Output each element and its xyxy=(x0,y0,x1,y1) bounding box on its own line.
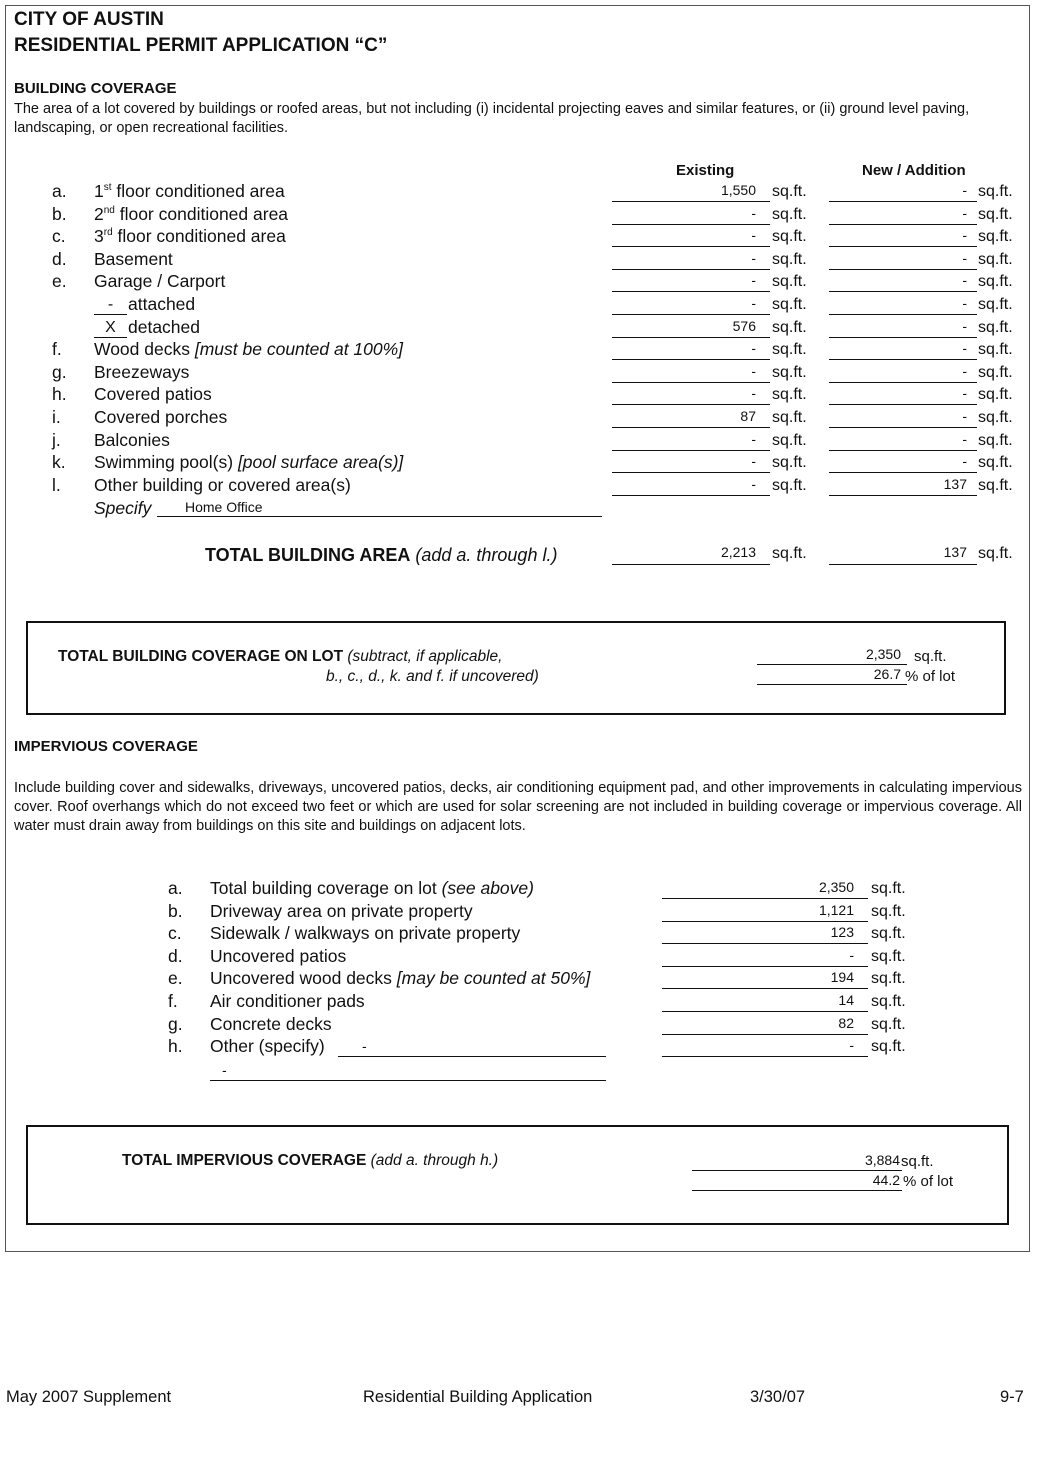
total-building-area-note: (add a. through l.) xyxy=(415,545,558,565)
existing-unit: sq.ft. xyxy=(772,409,807,426)
row-letter: g. xyxy=(52,361,67,382)
footer-date: 3/30/07 xyxy=(750,1388,806,1406)
new-line xyxy=(829,382,977,383)
imp-value[interactable]: 123 xyxy=(830,924,854,941)
new-line xyxy=(829,472,977,473)
coverage-pct-value[interactable]: 26.7 xyxy=(873,666,901,682)
existing-unit: sq.ft. xyxy=(772,476,807,494)
row-letter: f. xyxy=(52,339,62,360)
imp-value-line xyxy=(662,1034,868,1035)
imp-row-label xyxy=(210,1036,325,1057)
row-label xyxy=(94,339,403,360)
new-unit: sq.ft. xyxy=(978,296,1013,313)
row-letter: d. xyxy=(52,248,67,269)
row-label-text: 1st floor conditioned area xyxy=(94,181,285,201)
row-label xyxy=(94,226,286,247)
new-value[interactable]: - xyxy=(962,295,967,311)
imp-value-line xyxy=(662,921,868,922)
imp-value-line xyxy=(662,988,868,989)
existing-unit: sq.ft. xyxy=(772,454,807,472)
existing-line xyxy=(612,404,770,405)
row-label-note: [pool surface area(s)] xyxy=(237,452,404,473)
specify-line xyxy=(157,516,602,517)
imp-row-letter: b. xyxy=(168,900,183,921)
existing-line xyxy=(612,314,770,315)
coverage-sqft-line xyxy=(757,664,907,665)
row-label xyxy=(94,452,403,473)
coverage-box-note2: b., c., d., k. and f. if uncovered) xyxy=(326,668,539,685)
imp-row-label xyxy=(210,901,473,922)
imp-unit: sq.ft. xyxy=(871,993,906,1010)
existing-value[interactable]: 576 xyxy=(732,317,756,334)
existing-line xyxy=(612,450,770,451)
existing-unit: sq.ft. xyxy=(772,183,807,200)
imp-unit: sq.ft. xyxy=(871,947,906,965)
total-existing-unit: sq.ft. xyxy=(772,545,807,562)
impervious-coverage-heading: IMPERVIOUS COVERAGE xyxy=(14,738,198,755)
row-label-text: 2nd floor conditioned area xyxy=(94,203,289,224)
imp-unit: sq.ft. xyxy=(871,1015,906,1033)
new-line xyxy=(829,224,977,225)
row-label-text: Balconies xyxy=(94,429,170,450)
imp-row-label-text: Uncovered wood decks xyxy=(210,968,392,989)
specify-label: Specify xyxy=(94,498,152,518)
new-line xyxy=(829,427,977,428)
existing-value[interactable]: 87 xyxy=(740,408,756,424)
new-unit: sq.ft. xyxy=(978,183,1013,200)
imp-row-label xyxy=(210,946,346,967)
row-letter: e. xyxy=(52,271,67,292)
imp-row-label-note: [may be counted at 50%] xyxy=(396,968,591,989)
footer-title: Residential Building Application xyxy=(363,1388,593,1406)
existing-unit: sq.ft. xyxy=(772,363,807,381)
new-line xyxy=(829,291,977,292)
existing-value[interactable]: - xyxy=(751,453,756,470)
new-value[interactable]: - xyxy=(962,340,967,357)
existing-line xyxy=(612,224,770,225)
total-existing-value[interactable]: 2,213 xyxy=(720,544,756,560)
row-mark-line xyxy=(94,314,127,315)
imp-value-line xyxy=(662,1056,868,1057)
existing-unit: sq.ft. xyxy=(772,431,807,449)
imp-row-label-text: Total building coverage on lot xyxy=(210,878,437,898)
imp-value-line xyxy=(662,966,868,967)
form-title: RESIDENTIAL PERMIT APPLICATION “C” xyxy=(14,35,388,56)
existing-line xyxy=(612,472,770,473)
row-label-text: Covered porches xyxy=(94,407,228,427)
new-line xyxy=(829,495,977,496)
row-mark[interactable]: - xyxy=(107,296,114,313)
row-label-note: [must be counted at 100%] xyxy=(194,339,404,360)
existing-line xyxy=(612,495,770,496)
imp-row-label xyxy=(210,968,590,989)
new-value[interactable]: - xyxy=(962,227,967,244)
impervious-pct-value[interactable]: 44.2 xyxy=(872,1172,900,1188)
row-letter: k. xyxy=(52,452,66,473)
new-unit: sq.ft. xyxy=(978,476,1013,494)
impervious-sqft-unit: sq.ft. xyxy=(901,1153,934,1170)
new-value[interactable]: - xyxy=(962,317,967,334)
row-label xyxy=(128,294,195,315)
row-label-text: Basement xyxy=(94,248,173,269)
imp-value-line xyxy=(662,943,868,944)
imp-row-label xyxy=(210,1014,332,1035)
existing-unit: sq.ft. xyxy=(772,205,807,223)
row-letter: c. xyxy=(52,226,66,247)
row-letter: h. xyxy=(52,384,67,405)
existing-line xyxy=(612,246,770,247)
existing-column-header: Existing xyxy=(676,162,735,179)
row-letter: b. xyxy=(52,203,67,224)
row-label xyxy=(94,430,170,451)
existing-line xyxy=(612,382,770,383)
row-label xyxy=(94,249,173,270)
imp-row-letter: h. xyxy=(168,1036,183,1057)
existing-unit: sq.ft. xyxy=(772,296,807,313)
total-existing-line xyxy=(612,564,770,565)
existing-value[interactable]: - xyxy=(751,249,756,266)
existing-value[interactable]: - xyxy=(751,272,756,289)
imp-row-label xyxy=(210,923,520,944)
row-label-text: detached xyxy=(128,316,201,337)
row-label-text: 3rd floor conditioned area xyxy=(94,226,286,247)
imp-unit: sq.ft. xyxy=(871,970,906,988)
impervious-pct-unit: % of lot xyxy=(903,1173,954,1190)
existing-value[interactable]: - xyxy=(751,204,756,221)
row-mark[interactable]: X xyxy=(105,318,116,336)
total-building-area-label xyxy=(205,545,557,566)
row-letter: i. xyxy=(52,407,61,427)
new-column-header: New / Addition xyxy=(862,162,966,179)
imp-row-letter: c. xyxy=(168,923,182,944)
imp-unit: sq.ft. xyxy=(871,902,906,920)
new-value[interactable]: - xyxy=(962,430,967,447)
row-letter: a. xyxy=(52,181,67,201)
row-label-text: Garage / Carport xyxy=(94,271,226,292)
row-label xyxy=(94,204,288,225)
imp-row-label-text: Other (specify) xyxy=(210,1036,325,1057)
new-value[interactable]: - xyxy=(962,453,967,470)
coverage-sqft-unit: sq.ft. xyxy=(914,648,947,665)
new-line xyxy=(829,337,977,338)
imp-row-label-text: Uncovered patios xyxy=(210,945,347,966)
new-unit: sq.ft. xyxy=(978,409,1013,426)
coverage-pct-line xyxy=(757,684,907,685)
total-building-area-title: TOTAL BUILDING AREA xyxy=(205,545,411,565)
row-label-text: Swimming pool(s) xyxy=(94,452,234,473)
existing-unit: sq.ft. xyxy=(772,273,807,291)
new-value[interactable]: 137 xyxy=(943,475,967,492)
coverage-pct-unit: % of lot xyxy=(905,668,956,685)
new-value[interactable]: - xyxy=(962,385,967,402)
total-new-value[interactable]: 137 xyxy=(943,544,967,560)
imp-unit: sq.ft. xyxy=(871,925,906,943)
imp-row-label xyxy=(210,878,534,899)
row-letter: l. xyxy=(52,474,61,495)
new-value[interactable]: - xyxy=(962,362,967,379)
building-coverage-heading: BUILDING COVERAGE xyxy=(14,80,177,97)
row-label-text: Other building or covered area(s) xyxy=(94,474,351,495)
new-line xyxy=(829,404,977,405)
imp-row-letter: g. xyxy=(168,1013,183,1034)
imp-row-letter: f. xyxy=(168,991,178,1011)
imp-value-line xyxy=(662,1011,868,1012)
new-line xyxy=(829,246,977,247)
row-mark-line xyxy=(94,337,127,338)
imp-row-letter: a. xyxy=(168,878,183,898)
row-label-text: Wood decks xyxy=(94,339,190,360)
existing-value[interactable]: - xyxy=(751,227,756,244)
new-value[interactable]: - xyxy=(962,408,967,424)
existing-unit: sq.ft. xyxy=(772,386,807,404)
row-label xyxy=(128,317,200,338)
existing-value[interactable]: 1,550 xyxy=(720,182,756,198)
imp-value[interactable]: 1,121 xyxy=(818,901,854,918)
new-unit: sq.ft. xyxy=(978,341,1013,359)
total-new-unit: sq.ft. xyxy=(978,545,1013,562)
existing-unit: sq.ft. xyxy=(772,228,807,246)
existing-line xyxy=(612,337,770,338)
new-unit: sq.ft. xyxy=(978,228,1013,246)
imp-row-label-text: Air conditioner pads xyxy=(210,991,365,1011)
new-unit: sq.ft. xyxy=(978,431,1013,449)
new-line xyxy=(829,269,977,270)
new-value[interactable]: - xyxy=(962,249,967,266)
imp-row-letter: e. xyxy=(168,968,183,989)
existing-value[interactable]: - xyxy=(751,362,756,379)
new-unit: sq.ft. xyxy=(978,363,1013,381)
imp-unit: sq.ft. xyxy=(871,1038,906,1056)
imp-row-label xyxy=(210,991,365,1012)
existing-line xyxy=(612,269,770,270)
new-value[interactable]: - xyxy=(962,272,967,289)
imp-row-label-text: Concrete decks xyxy=(210,1013,332,1034)
impervious-sqft-value[interactable]: 3,884 xyxy=(864,1152,900,1168)
impervious-box-note: (add a. through h.) xyxy=(370,1152,499,1169)
existing-unit: sq.ft. xyxy=(772,318,807,336)
imp-row-letter: d. xyxy=(168,945,183,966)
existing-line xyxy=(612,359,770,360)
existing-value[interactable]: - xyxy=(751,475,756,492)
existing-line xyxy=(612,291,770,292)
existing-value[interactable]: - xyxy=(751,295,756,311)
new-value[interactable]: - xyxy=(962,204,967,221)
imp-value[interactable]: - xyxy=(849,946,854,963)
existing-unit: sq.ft. xyxy=(772,341,807,359)
imp-value[interactable]: 14 xyxy=(838,992,854,1008)
row-label xyxy=(94,384,212,405)
building-coverage-description: The area of a lot covered by buildings or roofed areas, but not including (i) incidental projecting eaves and similar features, or (ii) ground level paving, landscaping, or open recreational facilities. xyxy=(14,101,970,136)
imp-value-line xyxy=(662,898,868,899)
coverage-box-title: TOTAL BUILDING COVERAGE ON LOT xyxy=(58,648,344,665)
existing-line xyxy=(612,201,770,202)
existing-line xyxy=(612,427,770,428)
other-specify-value[interactable]: - xyxy=(362,1038,367,1055)
new-unit: sq.ft. xyxy=(978,454,1013,472)
new-unit: sq.ft. xyxy=(978,386,1013,404)
total-new-line xyxy=(829,564,977,565)
new-line xyxy=(829,201,977,202)
new-value[interactable]: - xyxy=(962,182,967,198)
row-letter: j. xyxy=(52,429,61,450)
impervious-pct-line xyxy=(692,1190,902,1191)
coverage-box-note1: (subtract, if applicable, xyxy=(347,648,503,665)
new-line xyxy=(829,359,977,360)
other-specify-line xyxy=(338,1056,606,1057)
row-label xyxy=(94,362,189,383)
row-label xyxy=(94,475,351,496)
imp-value[interactable]: - xyxy=(849,1037,854,1054)
other-specify-line2 xyxy=(210,1080,606,1081)
row-label xyxy=(94,271,225,292)
coverage-box-label xyxy=(58,648,502,666)
impervious-box-label xyxy=(122,1152,498,1170)
imp-unit: sq.ft. xyxy=(871,880,906,897)
row-label xyxy=(94,181,285,202)
imp-value[interactable]: 2,350 xyxy=(818,879,854,895)
other-specify-value2[interactable]: - xyxy=(222,1062,227,1078)
existing-value[interactable]: - xyxy=(751,430,756,447)
footer-page-number: 9-7 xyxy=(1000,1388,1024,1406)
imp-row-label-note: (see above) xyxy=(441,878,534,898)
specify-value[interactable]: Home Office xyxy=(185,499,263,515)
city-title: CITY OF AUSTIN xyxy=(14,9,164,30)
row-label-text: Covered patios xyxy=(94,384,212,405)
new-unit: sq.ft. xyxy=(978,318,1013,336)
new-unit: sq.ft. xyxy=(978,273,1013,291)
impervious-sqft-line xyxy=(692,1170,902,1171)
new-unit: sq.ft. xyxy=(978,250,1013,268)
row-label xyxy=(94,407,227,428)
impervious-box-title: TOTAL IMPERVIOUS COVERAGE xyxy=(122,1152,367,1169)
existing-value[interactable]: - xyxy=(751,340,756,357)
imp-value[interactable]: 194 xyxy=(830,969,854,986)
existing-value[interactable]: - xyxy=(751,385,756,402)
imp-value[interactable]: 82 xyxy=(838,1014,854,1031)
row-label-text: Breezeways xyxy=(94,361,190,382)
existing-unit: sq.ft. xyxy=(772,250,807,268)
new-line xyxy=(829,314,977,315)
new-unit: sq.ft. xyxy=(978,205,1013,223)
impervious-coverage-description: Include building cover and sidewalks, driveways, uncovered patios, decks, air conditioning equipment pad, and other improvements in calculating impervious cover. Roof overhangs which do not exceed two feet or which are used for solar screening are not included in building coverage or impervious coverage. All water must drain away from buildings on this site and buildings on adjacent lots. xyxy=(14,780,1022,834)
row-label-text: attached xyxy=(128,294,196,314)
coverage-sqft-value[interactable]: 2,350 xyxy=(865,646,901,662)
imp-row-label-text: Driveway area on private property xyxy=(210,900,473,921)
imp-row-label-text: Sidewalk / walkways on private property xyxy=(210,923,521,944)
footer-supplement: May 2007 Supplement xyxy=(6,1388,172,1406)
new-line xyxy=(829,450,977,451)
